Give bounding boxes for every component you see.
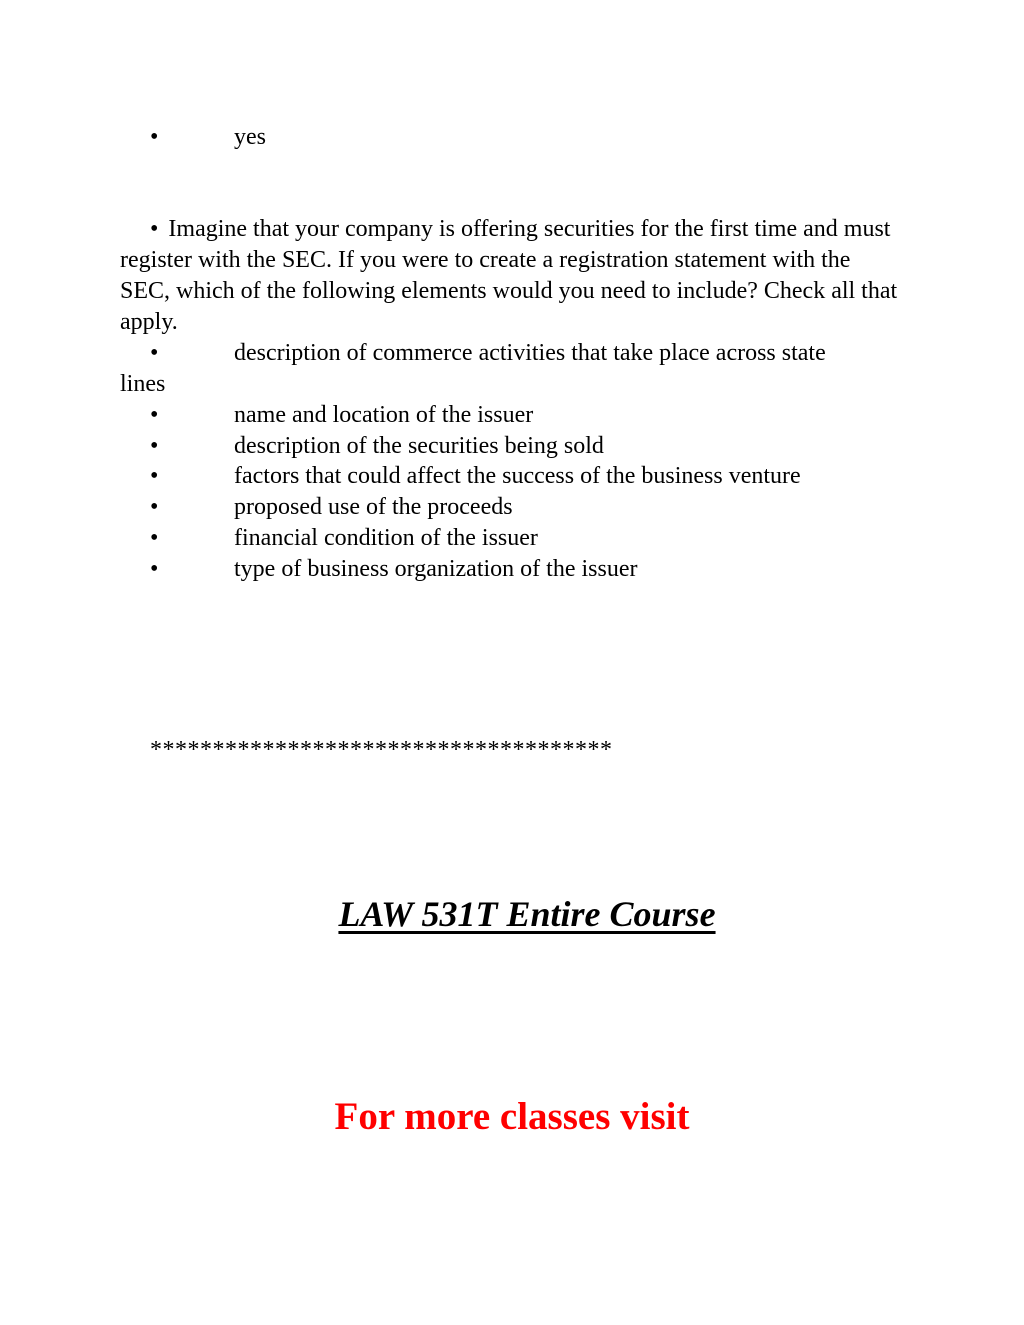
question-text: Imagine that your company is offering securities for the first time and must register with the SEC. If you were to create a registration statement with the SEC, which of the following elements would you need to include? Check all that apply. <box>120 216 898 335</box>
option-item <box>150 554 637 585</box>
option-text: factors that could affect the success of the business venture <box>234 463 801 489</box>
option-text: description of commerce activities that take place across state <box>234 340 826 366</box>
answer-yes <box>150 122 266 153</box>
option-item <box>150 461 801 492</box>
option-item <box>150 492 513 523</box>
option-continuation <box>120 369 165 400</box>
option-text: description of the securities being sold <box>234 433 604 459</box>
option-text: financial condition of the issuer <box>234 525 538 551</box>
option-item <box>150 523 538 554</box>
bullet: • <box>150 124 159 150</box>
option-bullet: • <box>150 402 159 428</box>
option-item <box>150 400 533 431</box>
option-text: name and location of the issuer <box>234 402 534 428</box>
answer-yes-text: yes <box>234 124 266 150</box>
option-bullet: • <box>150 525 159 551</box>
option-bullet: • <box>150 494 159 520</box>
option-continuation-text: lines <box>120 371 166 397</box>
option-bullet: • <box>150 340 159 366</box>
separator-stars: ************************************* <box>150 737 613 763</box>
course-title: LAW 531T Entire Course <box>338 894 716 934</box>
option-text: type of business organization of the issuer <box>234 556 638 582</box>
option-bullet: • <box>150 556 159 582</box>
option-bullet: • <box>150 463 159 489</box>
option-item <box>150 431 604 462</box>
question-paragraph <box>120 214 900 338</box>
option-text: proposed use of the proceeds <box>234 494 513 520</box>
option-bullet: • <box>150 433 159 459</box>
question-bullet: • <box>150 216 159 242</box>
visit-text: For more classes visit <box>334 1095 690 1138</box>
option-item <box>150 338 826 369</box>
